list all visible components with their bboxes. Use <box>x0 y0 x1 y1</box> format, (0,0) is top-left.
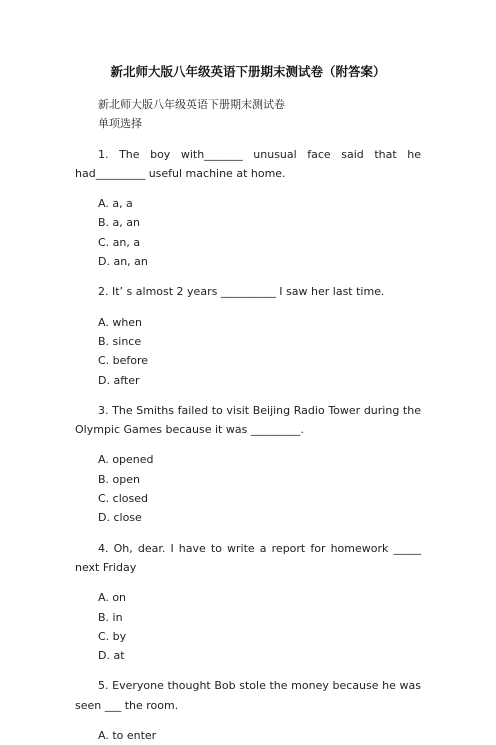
answer-option: D. an, an <box>98 255 148 269</box>
question-stem: 5. Everyone thought Bob stole the money because he was seen ___ the room. <box>75 679 421 712</box>
answer-option: B. open <box>98 472 140 486</box>
answer-option: B. in <box>98 610 123 624</box>
answer-option: A. to enter <box>98 729 157 743</box>
question-stem: 2. It’ s almost 2 years __________ I saw her last time. <box>98 285 385 299</box>
answer-option: D. at <box>98 649 125 663</box>
answer-option: A. opened <box>98 453 154 467</box>
answer-option: C. before <box>98 354 149 368</box>
answer-option: C. by <box>98 629 127 643</box>
question-stem: 4. Oh, dear. I have to write a report for homework _____ next Friday <box>75 541 421 574</box>
question-stem: 1. The boy with_______ unusual face said that he had_________ useful machine at home. <box>75 147 421 180</box>
answer-option: D. close <box>98 511 142 525</box>
section-heading: 单项选择 <box>98 117 142 131</box>
answer-option: B. since <box>98 334 142 348</box>
answer-option: D. after <box>98 373 140 387</box>
document-title: 新北师大版八年级英语下册期末测试卷（附答案） <box>110 64 386 79</box>
answer-option: C. closed <box>98 492 148 506</box>
answer-option: A. a, a <box>98 197 133 211</box>
question-stem: 3. The Smiths failed to visit Beijing Radio Tower during the Olympic Games because it was _________. <box>75 403 421 437</box>
document-body <box>75 95 421 745</box>
answer-option: A. on <box>98 591 127 605</box>
answer-option: B. a, an <box>98 216 140 230</box>
answer-option: C. an, a <box>98 235 141 249</box>
answer-option: A. when <box>98 315 143 329</box>
document-subtitle: 新北师大版八年级英语下册期末测试卷 <box>98 98 285 111</box>
